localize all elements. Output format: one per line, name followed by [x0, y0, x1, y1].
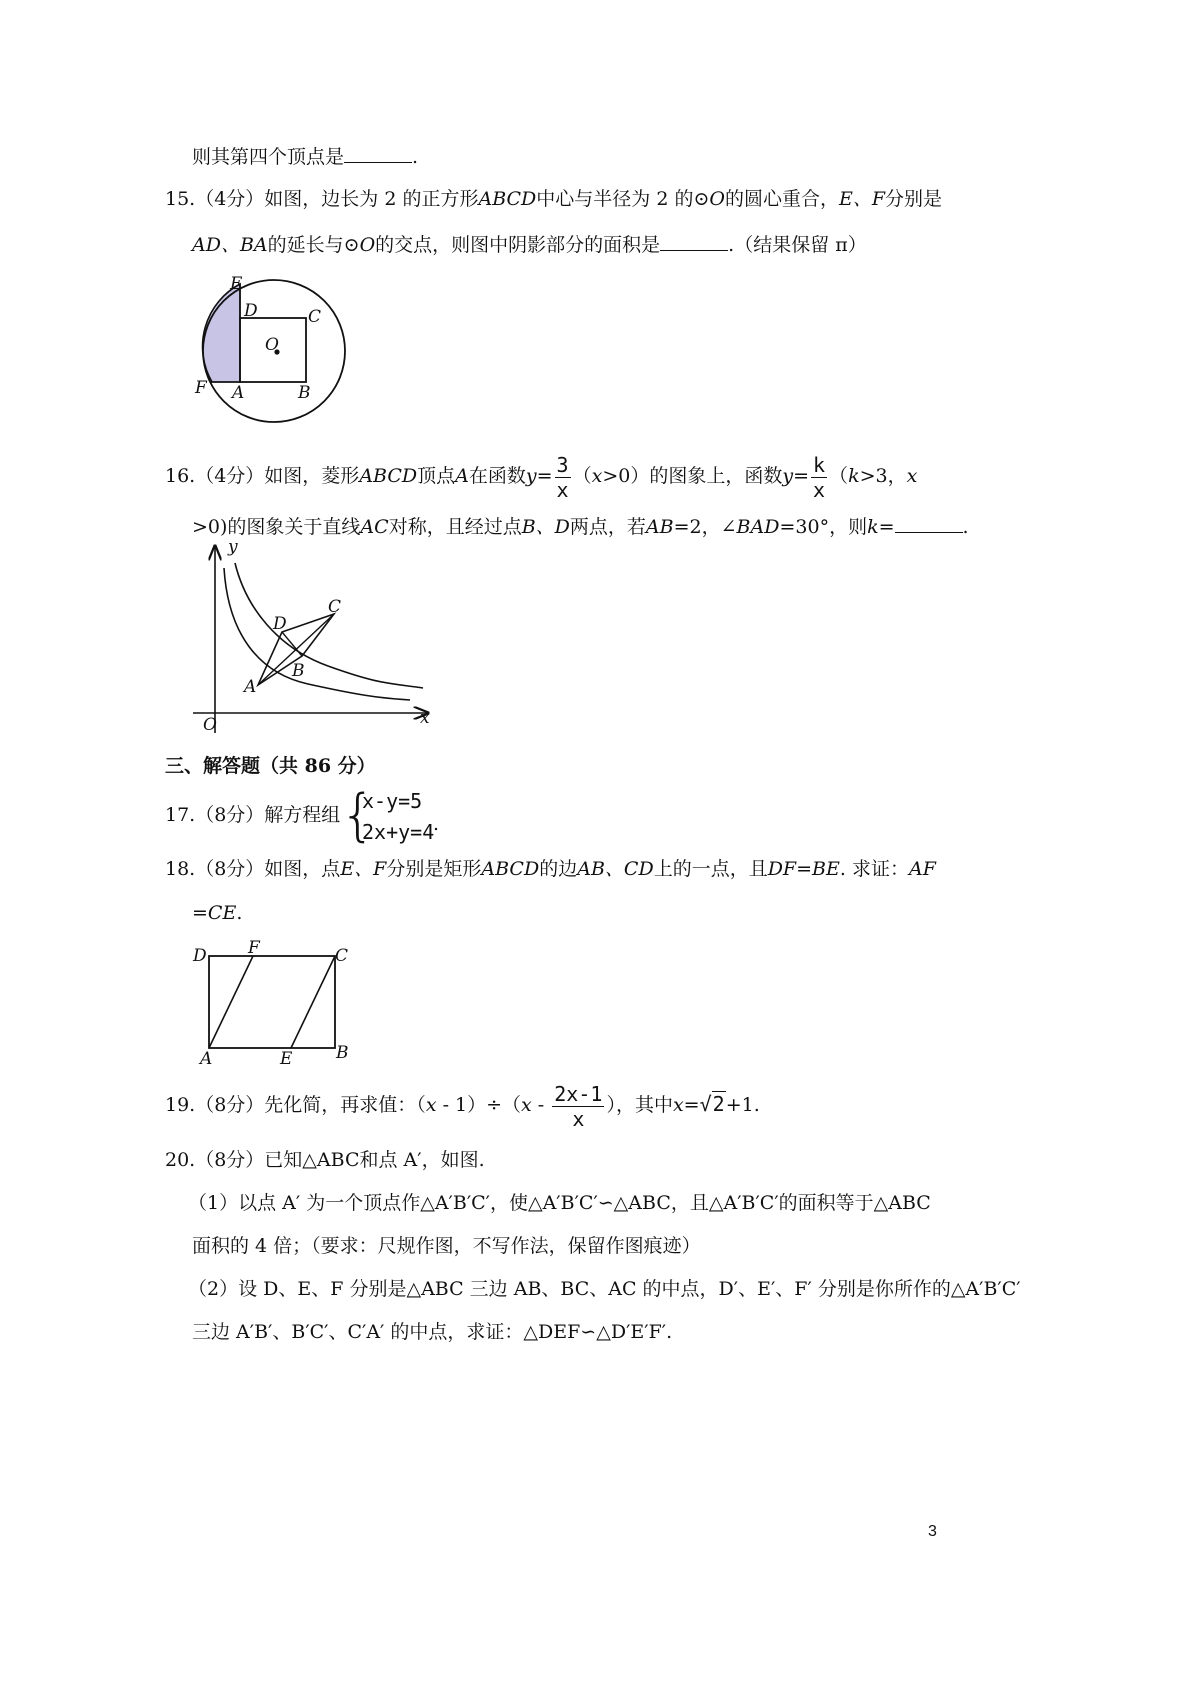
label-f: F: [195, 378, 207, 398]
q16-num: 16.（4分）如图，菱形: [165, 465, 360, 487]
answer-blank: [895, 516, 963, 533]
q18-df: DF: [767, 858, 797, 880]
q16-hyperbola-figure: [188, 538, 448, 738]
q20-line2: （1）以点 A′ 为一个顶点作△A′B′C′，使△A′B′C′∽△ABC，且△A′B′C′的面积等于△ABC: [188, 1192, 931, 1214]
q16-k1: k: [848, 465, 860, 487]
label-f: F: [248, 938, 260, 958]
q16-bd: B、D: [521, 516, 570, 538]
q15-circle-square-figure: [190, 272, 360, 412]
q18-ce: CE: [207, 902, 237, 924]
q18-t4: =: [796, 858, 813, 880]
q18-num: 18.（8分）如图，点: [165, 858, 341, 880]
q19-t4: =: [683, 1094, 700, 1116]
q16-l2end: .: [962, 516, 969, 538]
q16-k2: k: [867, 516, 879, 538]
q16-cond1b: >0）的图象上，函数: [602, 465, 783, 487]
q15-line2: [192, 233, 867, 257]
q15-o: O: [709, 188, 725, 210]
label-a: A: [244, 677, 257, 697]
page-number: 3: [928, 1523, 937, 1540]
q17-eq1: x-y=5: [362, 789, 423, 813]
q16-eq1: =: [536, 465, 553, 487]
label-o: O: [203, 715, 217, 735]
q16-a: A: [455, 465, 469, 487]
q16-t1: 顶点: [417, 465, 456, 487]
q19-t1: - 1）÷（: [436, 1094, 522, 1116]
q15-ad-ba: AD、BA: [192, 234, 268, 256]
q16-l2b: 对称，且经过点: [388, 516, 522, 538]
q18-line2: [192, 901, 242, 925]
q16-line1: [165, 452, 917, 504]
q19-t5: +1.: [725, 1094, 760, 1116]
label-a: A: [200, 1049, 213, 1069]
q16-cond2b: >3，: [859, 465, 907, 487]
q18-abcd: ABCD: [481, 858, 540, 880]
q15-t2: 的圆心重合，: [724, 188, 839, 210]
q14-end: .: [412, 146, 419, 168]
q19-line: [165, 1080, 760, 1132]
label-e: E: [280, 1049, 293, 1069]
q16-ac: AC: [360, 516, 389, 538]
q15-num: 15.（4分）如图，边长为 2 的正方形: [165, 188, 479, 210]
q18-t5: . 求证：: [839, 858, 909, 880]
q15-ef: E、F: [838, 188, 886, 210]
label-b: B: [298, 383, 311, 403]
section-heading: 三、解答题（共 86 分）: [165, 755, 376, 777]
q16-ab: AB: [645, 516, 674, 538]
q18-be: BE: [812, 858, 840, 880]
q20-line4: （2）设 D、E、F 分别是△ABC 三边 AB、BC、AC 的中点，D′、E′、F′ 分别是你所作的△A′B′C′: [188, 1278, 1021, 1300]
label-o: O: [265, 335, 279, 355]
label-d: D: [193, 946, 207, 966]
label-c: C: [308, 307, 322, 327]
q16-l2c: 两点，若: [569, 516, 646, 538]
fraction-3-over-x: [555, 453, 571, 502]
fraction-2x-1-over-x: [552, 1082, 604, 1131]
q18-line1: [165, 857, 936, 881]
rectangle-abcd: [209, 956, 335, 1048]
label-a: A: [232, 383, 245, 403]
q19-x3: x: [672, 1094, 684, 1116]
q19-t2: -: [531, 1094, 551, 1116]
q20-line1: 20.（8分）已知△ABC和点 A′，如图.: [165, 1149, 485, 1171]
label-c: C: [335, 946, 349, 966]
q19-x1: x: [425, 1094, 437, 1116]
q18-l2end: .: [236, 902, 243, 924]
q15-line2-t2: 的交点，则图中阴影部分的面积是: [375, 234, 661, 256]
q16-eq2: =: [793, 465, 809, 487]
q15-line1: [165, 187, 942, 211]
label-d: D: [244, 301, 258, 321]
sqrt-2: √2: [699, 1092, 725, 1116]
q15-line2-o: O: [359, 234, 376, 256]
label-e: E: [230, 274, 243, 294]
q16-line2: [192, 515, 969, 539]
segment-ce: [291, 956, 335, 1048]
system-brace: {: [340, 783, 376, 848]
q16-l2e: =30°，则: [779, 516, 868, 538]
q18-ef: E、F: [340, 858, 387, 880]
answer-blank: [660, 234, 728, 251]
frac-num: 2x-1: [554, 1081, 603, 1106]
q16-y1: y: [525, 465, 537, 487]
q19-num: 19.（8分）先化简，再求值：（: [165, 1094, 426, 1116]
q18-t1: 分别是矩形: [386, 858, 482, 880]
frac-num: k: [813, 452, 826, 477]
shaded-region: [203, 284, 240, 382]
label-d: D: [273, 614, 287, 634]
q16-l2f: =: [878, 516, 895, 538]
q20-line3: 面积的 4 倍；（要求：尺规作图，不写作法，保留作图痕迹）: [192, 1235, 701, 1257]
q17-eq2: 2x+y=4: [362, 820, 435, 844]
frac-den: x: [572, 1106, 585, 1131]
q17-end: .: [433, 813, 440, 835]
q15-line2-t: 的延长与⊙: [267, 234, 360, 256]
q16-x2: x: [906, 465, 918, 487]
q14-tail-line: [192, 145, 418, 169]
q15-t3: 分别是: [885, 188, 943, 210]
q18-rectangle-figure: [190, 938, 360, 1068]
q20-line5: 三边 A′B′、B′C′、C′A′ 的中点，求证：△DEF∽△D′E′F′.: [192, 1321, 673, 1343]
q16-x1: x: [591, 465, 603, 487]
q18-t3: 上的一点，且: [653, 858, 768, 880]
q16-t2: 在函数: [468, 465, 526, 487]
label-b: B: [336, 1043, 349, 1063]
q14-text: 则其第四个顶点是: [192, 146, 345, 168]
label-b: B: [292, 661, 305, 681]
q18-ab-cd: AB、CD: [577, 858, 654, 880]
frac-den: x: [813, 477, 826, 502]
q16-cond1: （: [572, 465, 592, 487]
q16-cond2: （: [829, 465, 849, 487]
q16-y2: y: [782, 465, 794, 487]
frac-num: 3: [556, 452, 569, 477]
q16-l2d: =2，∠: [673, 516, 737, 538]
q16-abcd: ABCD: [359, 465, 418, 487]
frac-den: x: [556, 477, 569, 502]
fraction-k-over-x: [811, 453, 827, 502]
q17-text: 17.（8分）解方程组: [165, 804, 341, 826]
q19-t3: ），其中: [606, 1094, 673, 1116]
q17-line: [165, 803, 340, 827]
q18-t2: 的边: [539, 858, 578, 880]
label-x: x: [420, 708, 430, 728]
curve-y-k-over-x: [235, 563, 423, 688]
q18-af: AF: [908, 858, 936, 880]
q15-line2-end: .（结果保留 π）: [728, 234, 867, 256]
q19-x2: x: [521, 1094, 532, 1116]
segment-af: [209, 956, 253, 1048]
label-y: y: [228, 537, 238, 557]
q16-bad: BAD: [736, 516, 780, 538]
q15-abcd: ABCD: [478, 188, 537, 210]
q15-t1: 中心与半径为 2 的⊙: [536, 188, 710, 210]
radicand: 2: [712, 1092, 725, 1116]
label-c: C: [328, 597, 342, 617]
q18-l2a: =: [192, 902, 208, 924]
q16-l2a: >0)的图象关于直线: [192, 516, 361, 538]
answer-blank: [344, 146, 412, 163]
